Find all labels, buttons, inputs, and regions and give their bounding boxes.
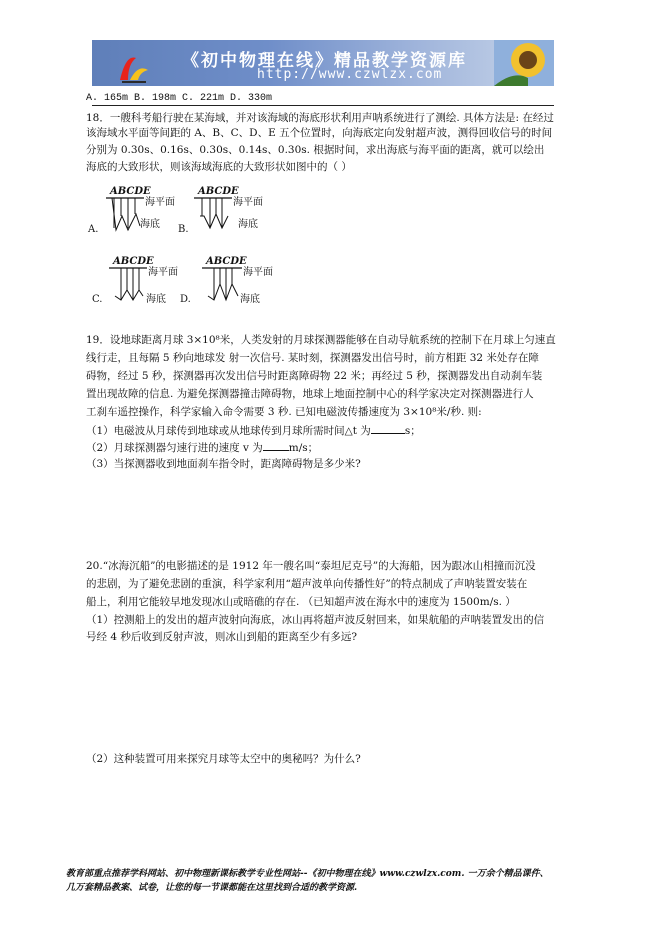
diagram-d-bottom: 海底 bbox=[240, 294, 260, 305]
site-logo-icon bbox=[116, 50, 150, 84]
q19-line-2: 线行走，且每隔 5 秒向地球发 射一次信号. 某时刻，探测器发出信号时，前方相距 32 米处存在障 bbox=[86, 352, 539, 364]
q19-sub1-text: （1）电磁波从月球传到地球或从地球传到月球所需时间△t 为 bbox=[86, 425, 371, 437]
option-a-label: A. bbox=[88, 224, 99, 235]
diagram-c-letters: ABCDE bbox=[113, 256, 154, 267]
option-c-label: C. bbox=[92, 294, 103, 305]
q18-line-2: 该海域水平面等间距的 A、B、C、D、E 五个位置时，向海底定向发射超声波，测得回收信号的时间 bbox=[86, 127, 553, 139]
q19-sub1 bbox=[86, 422, 421, 438]
diagram-b bbox=[194, 196, 234, 232]
diagram-c-bottom: 海底 bbox=[146, 294, 166, 305]
diagram-c bbox=[109, 266, 149, 302]
diagram-b-bottom: 海底 bbox=[238, 219, 258, 230]
q19-sub2 bbox=[86, 439, 318, 455]
footer-line-2: 几万套精品教案、试卷，让您的每一节课都能在这里找到合适的教学资源. bbox=[66, 883, 358, 893]
header-banner bbox=[92, 40, 554, 86]
answer-blank-1[interactable] bbox=[371, 422, 405, 434]
q20-line-2: 的悲剧，为了避免悲剧的重演，科学家利用“超声波单向传播性好”的特点制成了声呐装置安装在 bbox=[86, 578, 528, 590]
option-d-label: D. bbox=[180, 294, 191, 305]
diagram-d bbox=[202, 266, 244, 302]
divider bbox=[92, 105, 554, 106]
q19-line-4: 置出现故障的信息. 为避免探测器撞击障碍物，地球上地面控制中心的科学家决定对探测器进行人 bbox=[86, 388, 534, 400]
diagram-b-surface: 海平面 bbox=[233, 197, 263, 208]
diagram-a-bottom: 海底 bbox=[140, 219, 160, 230]
q20-sub1-line-2: 号经 4 秒后收到反射声波，则冰山到船的距离至少有多远? bbox=[86, 631, 357, 643]
diagram-a bbox=[106, 196, 146, 232]
q19-line-3: 碍物，经过 5 秒，探测器再次发出信号时距离障碍物 22 米；再经过 5 秒，探测器发出自动刹车装 bbox=[86, 370, 543, 382]
q19-line-5: 工刹车遥控操作，科学家输入命令需要 3 秒. 已知电磁波传播速度为 3×10⁸米/秒. 则: bbox=[86, 406, 482, 418]
banner-title: 《初中物理在线》精品教学资源库 bbox=[182, 51, 467, 71]
q19-sub1-unit: s； bbox=[404, 425, 421, 437]
diagram-d-surface: 海平面 bbox=[243, 267, 273, 278]
diagram-c-surface: 海平面 bbox=[148, 267, 178, 278]
diagram-a-surface: 海平面 bbox=[145, 197, 175, 208]
q20-sub1-line-1: （1）控测船上的发出的超声波射向海底，冰山再将超声波反射回来，如果航船的声呐装置发出的信 bbox=[86, 614, 545, 626]
footer-line-1: 教育部重点推荐学科网站、初中物理新课标教学专业性网站--《初中物理在线》www.czwlzx.com. 一万余个精品课件、 bbox=[66, 869, 549, 879]
diagram-b-letters: ABCDE bbox=[198, 186, 239, 197]
option-b-label: B. bbox=[178, 224, 189, 235]
q18-line-1: 18．一艘科考船行驶在某海域，并对该海域的海底形状利用声呐系统进行了测绘. 具体方法是: 在经过 bbox=[86, 112, 554, 124]
q20-line-3: 船上，利用它能较早地发现冰山或暗礁的存在. （已知超声波在海水中的速度为 1500m/s. ） bbox=[86, 596, 516, 608]
answer-blank-2[interactable] bbox=[263, 439, 289, 451]
q20-line-1: 20.“冰海沉船”的电影描述的是 1912 年一艘名叫“泰坦尼克号”的大海船，因为跟冰山相撞而沉没 bbox=[86, 560, 536, 572]
q19-sub3: （3）当探测器收到地面刹车指令时，距离障碍物是多少米? bbox=[86, 458, 361, 470]
q19-sub2-unit: m/s； bbox=[288, 442, 319, 454]
sunflower-icon bbox=[494, 40, 554, 86]
banner-url[interactable]: http://www.czwlzx.com bbox=[257, 67, 443, 82]
q19-line-1: 19．设地球距离月球 3×10⁸米，人类发射的月球探测器能够在自动导航系统的控制下在月球上匀速直 bbox=[86, 334, 556, 346]
diagram-d-letters: ABCDE bbox=[206, 256, 247, 267]
q19-sub2-text: （2）月球探测器匀速行进的速度 v 为 bbox=[86, 442, 263, 454]
diagram-a-letters: ABCDE bbox=[110, 186, 151, 197]
q20-sub2: （2）这种装置可用来探究月球等太空中的奥秘吗？为什么? bbox=[86, 753, 361, 765]
q18-line-3: 分别为 0.30s、0.16s、0.30s、0.14s、0.30s. 根据时间，求出海底与海平面的距离，就可以绘出 bbox=[86, 144, 545, 156]
previous-options: A. 165m B. 198m C. 221m D. 330m bbox=[86, 93, 273, 104]
q18-line-4: 海底的大致形状，则该海域海底的大致形状如图中的（ ） bbox=[86, 161, 352, 173]
